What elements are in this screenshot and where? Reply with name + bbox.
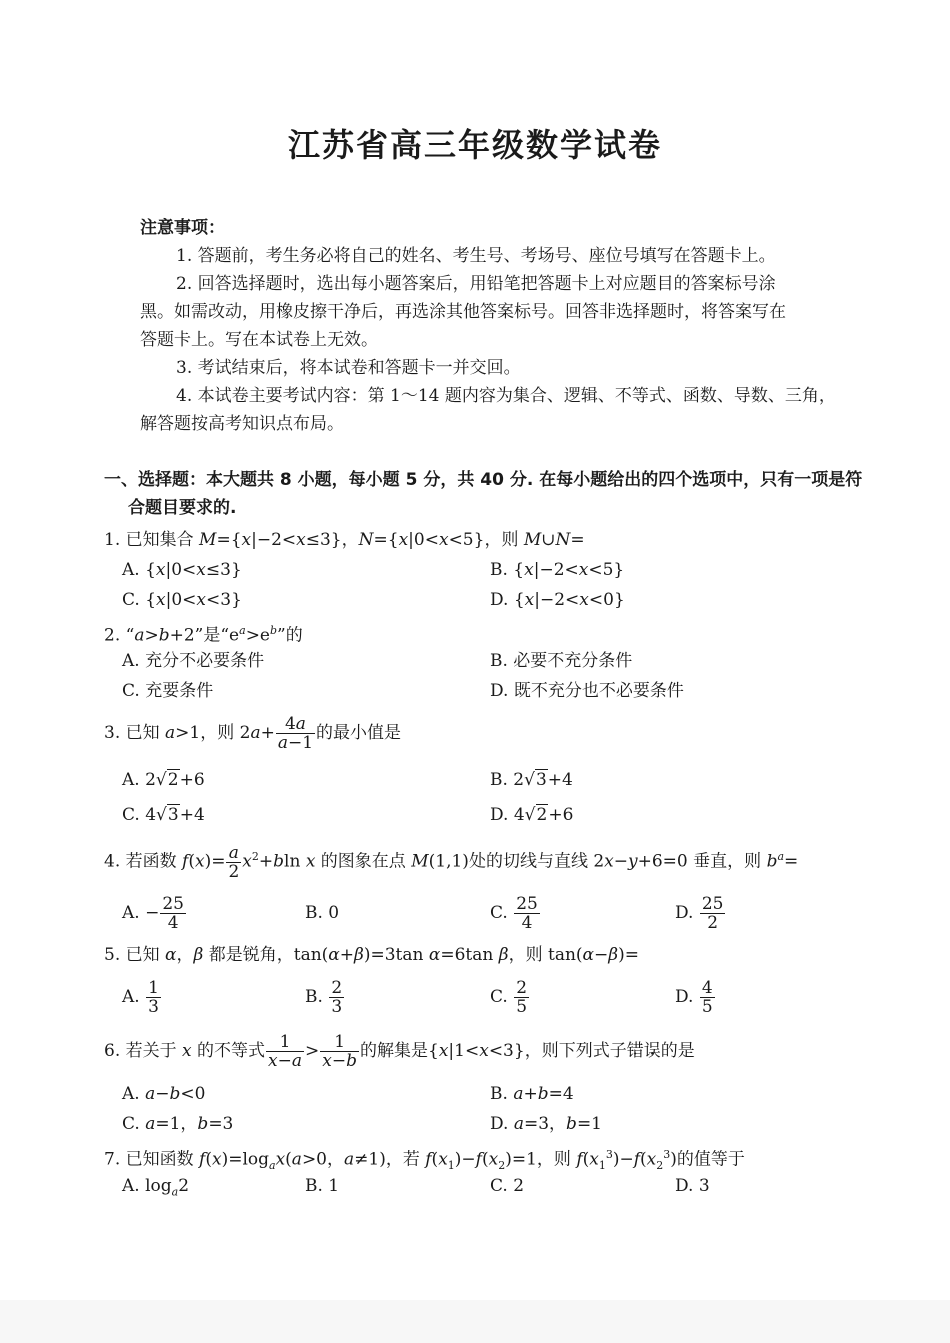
q4-option-c: C. $\frac{25}{4}$ [490, 894, 538, 933]
q3-option-c: C. 4√3+4 [122, 805, 205, 825]
q1-option-d: D. {x|−2<x<0} [490, 590, 625, 610]
note-4b: 解答题按高考知识点布局。 [140, 414, 344, 434]
section1-heading: 一、选择题：本大题共 8 小题，每小题 5 分，共 40 分. 在每小题给出的四个选项中，只有一项是符 [104, 470, 863, 490]
q3-fraction: $\frac{4a}{a-1}$ [277, 714, 314, 753]
q4-option-a: A. − $\frac{25}{4}$ [122, 894, 184, 933]
note-1: 1. 答题前，考生务必将自己的姓名、考生号、考场号、座位号填写在答题卡上。 [176, 246, 776, 266]
page-bottom-margin [0, 1300, 950, 1343]
q2-option-b: B. 必要不充分条件 [490, 651, 633, 671]
q4-fraction: $\frac{a}{2}$ [228, 842, 240, 882]
q6-stem: 6. 若关于 x 的不等式 $\frac{1}{x-a}$ > $\frac{1}{x-b}$ 的解集是{x|1<x<3}，则下列式子错 ·误 ·的是 [104, 1030, 695, 1072]
page-title: 江苏省高三年级数学试卷 [287, 126, 662, 164]
note-2b: 黑。如需改动，用橡皮擦干净后，再选涂其他答案标号。回答非选择题时，将答案写在 [140, 302, 786, 322]
q6-option-d: D. a=3，b=1 [490, 1114, 602, 1134]
q3-option-b: B. 2√3+4 [490, 770, 573, 790]
q3-option-d: D. 4√2+6 [490, 805, 574, 825]
q4-stem: 4. 若函数 f(x)= $\frac{a}{2}$ $x^2+bln$ x 的图象在点 M(1,1)处的切线与直线 2x−y+6=0 垂直，则 $b^a=$ [104, 842, 799, 882]
q5-stem: 5. 已知 α，β 都是锐角，tan(α+β)=3tan α=6tan β，则 tan(α−β)= [104, 945, 639, 965]
q2-option-c: C. 充要条件 [122, 681, 214, 701]
q5-option-b: B. $\frac{2}{3}$ [305, 978, 343, 1017]
section1-heading-cont: 合题目要求的. [128, 498, 237, 518]
q4-option-b: B. 0 [305, 903, 340, 923]
q6-option-a: A. a−b<0 [122, 1084, 206, 1104]
q5-option-c: C. $\frac{2}{5}$ [490, 978, 528, 1017]
q7-option-c: C. 2 [490, 1176, 525, 1196]
note-4a: 4. 本试卷主要考试内容：第 1～14 题内容为集合、逻辑、不等式、函数、导数、三角， [176, 386, 836, 406]
note-2a: 2. 回答选择题时，选出每小题答案后，用铅笔把答题卡上对应题目的答案标号涂 [176, 274, 776, 294]
q6-option-c: C. a=1，b=3 [122, 1114, 234, 1134]
note-2c: 答题卡上。写在本试卷上无效。 [140, 330, 378, 350]
q3-stem: 3. 已知 a>1，则 2a+ $\frac{4a}{a-1}$ 的最小值是 [104, 714, 402, 753]
q6-option-b: B. a+b=4 [490, 1084, 574, 1104]
q4-option-d: D. $\frac{25}{2}$ [675, 894, 724, 933]
note-3: 3. 考试结束后，将本试卷和答题卡一并交回。 [176, 358, 521, 378]
q7-option-a: A. $\log_a2$ [122, 1176, 190, 1199]
q2-option-a: A. 充分不必要条件 [122, 651, 265, 671]
q7-option-d: D. 3 [675, 1176, 710, 1196]
q2-option-d: D. 既不充分也不必要条件 [490, 681, 684, 701]
q1-option-b: B. {x|−2<x<5} [490, 560, 625, 580]
q7-option-b: B. 1 [305, 1176, 340, 1196]
q5-option-d: D. $\frac{4}{5}$ [675, 978, 713, 1017]
q1-option-c: C. {x|0<x<3} [122, 590, 242, 610]
notes-heading: 注意事项： [140, 218, 225, 238]
q3-option-a: A. 2√2+6 [122, 770, 205, 790]
q5-option-a: A. $\frac{1}{3}$ [122, 978, 159, 1017]
q2-stem: 2. “a>b+2”是“$e^a>e^b$”的 [104, 624, 303, 646]
q1-stem: 1. 已知集合 M={x|−2<x≤3}，N={x|0<x<5}，则 M∪N= [104, 530, 585, 550]
q7-stem: 7. 已知函数 $f(x)=\log_ax(a>0$，a≠1)，若 $f(x_1)-f(x_2)=1$，则 $f(x_1^3)-f(x_2^3)$的值等于 [104, 1148, 745, 1173]
q1-option-a: A. {x|0<x≤3} [122, 560, 242, 580]
